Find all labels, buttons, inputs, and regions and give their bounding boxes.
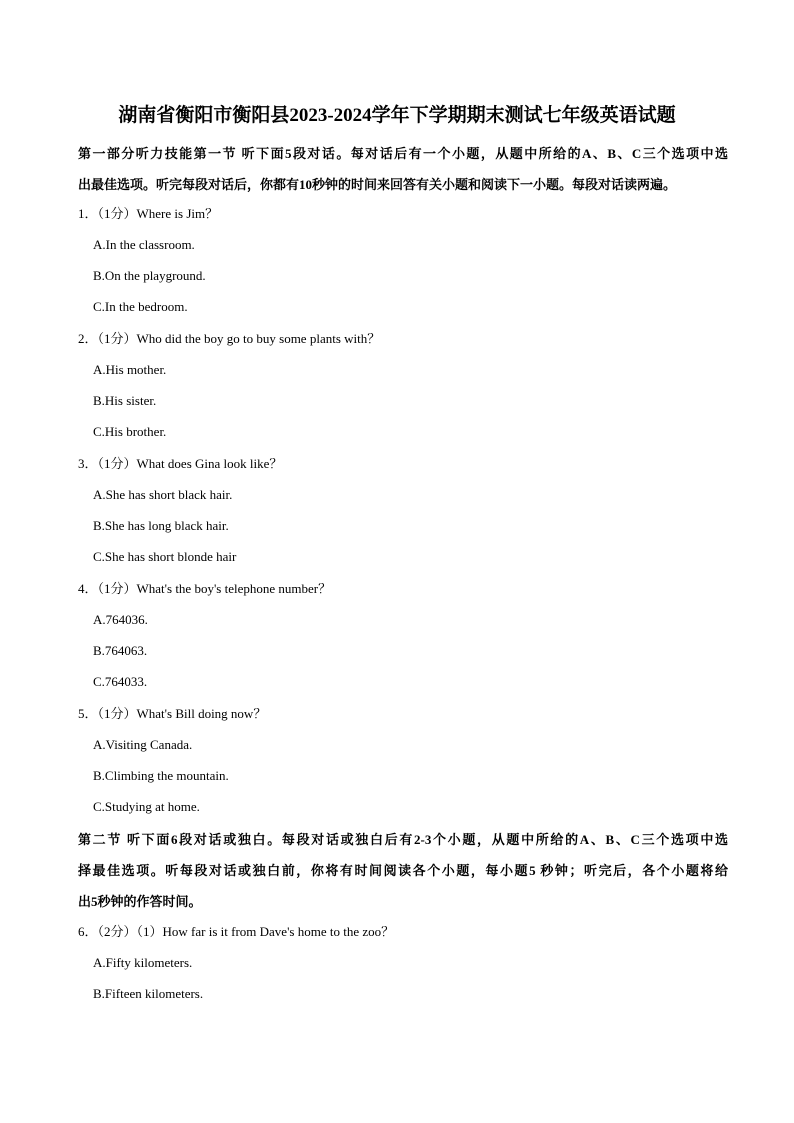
question-1-option-b: B.On the playground.: [93, 268, 206, 283]
question-6-option-a: A.Fifty kilometers.: [93, 955, 193, 970]
section-2-line-1: 第二节 听下面6段对话或独白。每段对话或独白后有2-3个小题，从题中所给的A、B、C三个选项中选: [78, 832, 728, 847]
question-6: [78, 922, 394, 942]
question-text: What's the boy's telephone number？: [136, 581, 332, 596]
question-number: 4．（1分）: [78, 581, 137, 596]
section-1-line-1: 第一部分听力技能第一节 听下面5段对话。每对话后有一个小题，从题中所给的A、B、C三个选项中选: [78, 146, 728, 161]
question-3-option-b: B.She has long black hair.: [93, 518, 229, 533]
question-1-option-c: C.In the bedroom.: [93, 299, 188, 314]
question-text: （1）How far is it from Dave's home to the zoo？: [136, 924, 395, 939]
question-number: 1．（1分）: [78, 206, 137, 221]
question-5: [78, 704, 266, 724]
question-text: What's Bill doing now？: [136, 706, 267, 721]
question-number: 3．（1分）: [78, 456, 137, 471]
question-3-option-c: C.She has short blonde hair: [93, 549, 237, 564]
question-5-option-b: B.Climbing the mountain.: [93, 768, 229, 783]
question-number: 2．（1分）: [78, 331, 137, 346]
question-4-option-c: C.764033.: [93, 674, 148, 689]
section-2-instructions: [78, 824, 728, 918]
question-number: 5．（1分）: [78, 706, 137, 721]
exam-title: 湖南省衡阳市衡阳县2023-2024学年下学期期末测试七年级英语试题: [118, 105, 676, 126]
question-1: [78, 204, 218, 224]
question-2-option-c: C.His brother.: [93, 424, 167, 439]
question-1-option-a: A.In the classroom.: [93, 237, 195, 252]
question-3-option-a: A.She has short black hair.: [93, 487, 233, 502]
question-4-option-a: A.764036.: [93, 612, 148, 627]
question-4-option-b: B.764063.: [93, 643, 148, 658]
question-4: [78, 579, 331, 599]
section-1-line-2: 出最佳选项。听完每段对话后，你都有10秒钟的时间来回答有关小题和阅读下一小题。每段对话读两遍。: [78, 177, 677, 193]
question-2-option-a: A.His mother.: [93, 362, 167, 377]
question-3: [78, 454, 282, 474]
section-2-line-3: 出5秒钟的作答时间。: [78, 894, 202, 910]
question-number: 6．（2分）: [78, 924, 137, 939]
question-text: What does Gina look like？: [136, 456, 283, 471]
question-5-option-c: C.Studying at home.: [93, 799, 200, 814]
section-1-instructions: [78, 138, 728, 200]
question-5-option-a: A.Visiting Canada.: [93, 737, 193, 752]
question-2-option-b: B.His sister.: [93, 393, 157, 408]
question-6-option-b: B.Fifteen kilometers.: [93, 986, 204, 1001]
question-text: Who did the boy go to buy some plants with？: [136, 331, 381, 346]
question-2: [78, 329, 380, 349]
question-text: Where is Jim？: [136, 206, 219, 221]
section-2-line-2: 择最佳选项。听每段对话或独白前，你将有时间阅读各个小题，每小题5 秒钟；听完后，各个小题将给: [78, 863, 728, 879]
